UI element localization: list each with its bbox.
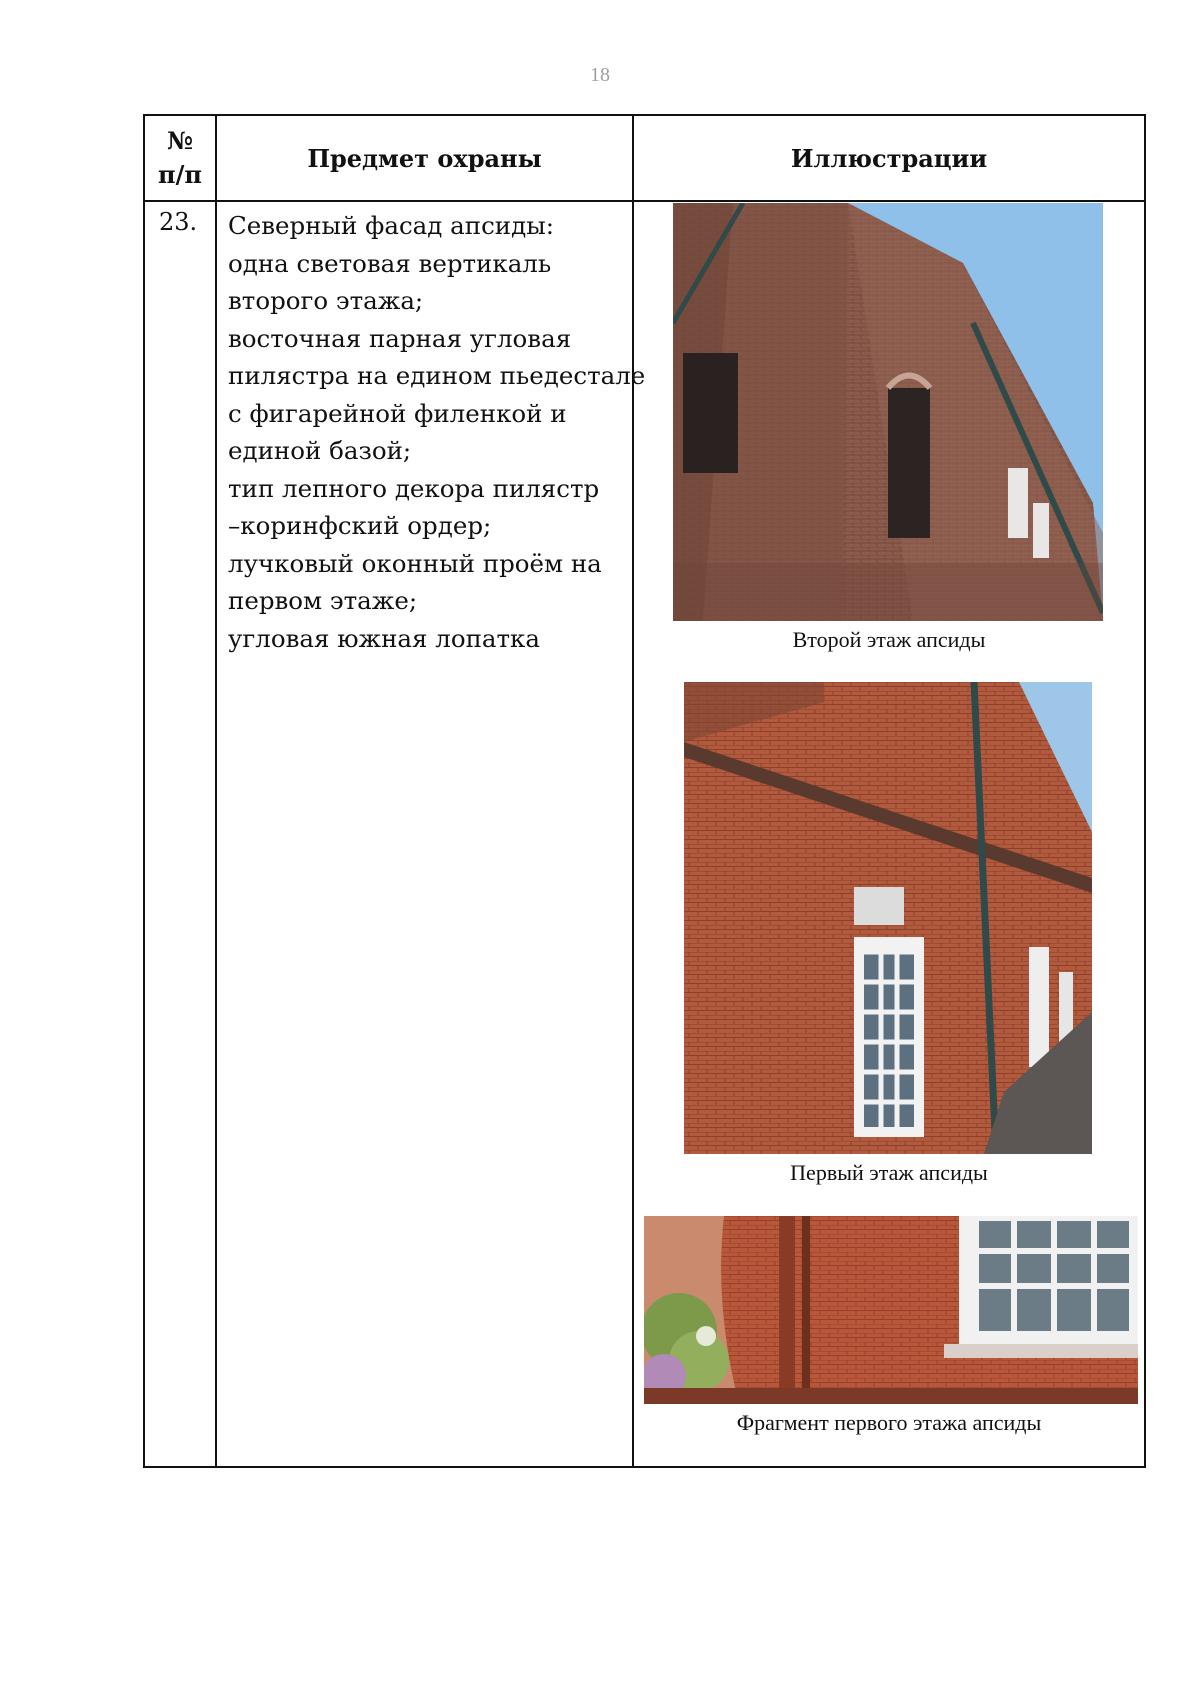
header-number-line2: п/п [158,160,202,189]
row-number: 23. [144,201,216,1467]
caption-first-floor: Первый этаж апсиды [790,1160,988,1185]
photo-second-floor [673,203,1103,621]
subject-line: лучковый оконный проём на [228,548,602,578]
photo-first-floor-fragment [644,1216,1138,1404]
header-illustrations: Иллюстрации [633,115,1145,201]
subject-line: единой базой; [228,436,412,465]
page-number: 18 [590,64,610,86]
subject-line: тип лепного декора пилястр [228,473,600,503]
subject-line: восточная парная угловая [228,323,572,353]
subject-line: Северный фасад апсиды: [228,211,554,240]
subject-line: с фигарейной филенкой и [228,398,567,428]
row-subject [216,201,646,1467]
header-number-line1: № [166,126,194,155]
subject-line: угловая южная лопатка [228,623,540,653]
row-illustrations [633,201,1145,1467]
subject-line: второго этажа; [228,286,424,315]
table-row [144,201,1145,1467]
subject-line: первом этаже; [228,586,418,615]
header-number [144,115,216,201]
subject-line: –коринфский ордер; [228,511,492,540]
caption-second-floor: Второй этаж апсиды [792,627,986,652]
photo-first-floor [684,682,1092,1154]
protection-table [143,114,1146,1468]
subject-line: пилястра на едином пьедестале [228,361,646,390]
subject-line: одна световая вертикаль [228,248,552,278]
table-header-row [144,115,1145,201]
caption-first-floor-fragment: Фрагмент первого этажа апсиды [736,1410,1042,1435]
header-subject: Предмет охраны [216,115,633,201]
